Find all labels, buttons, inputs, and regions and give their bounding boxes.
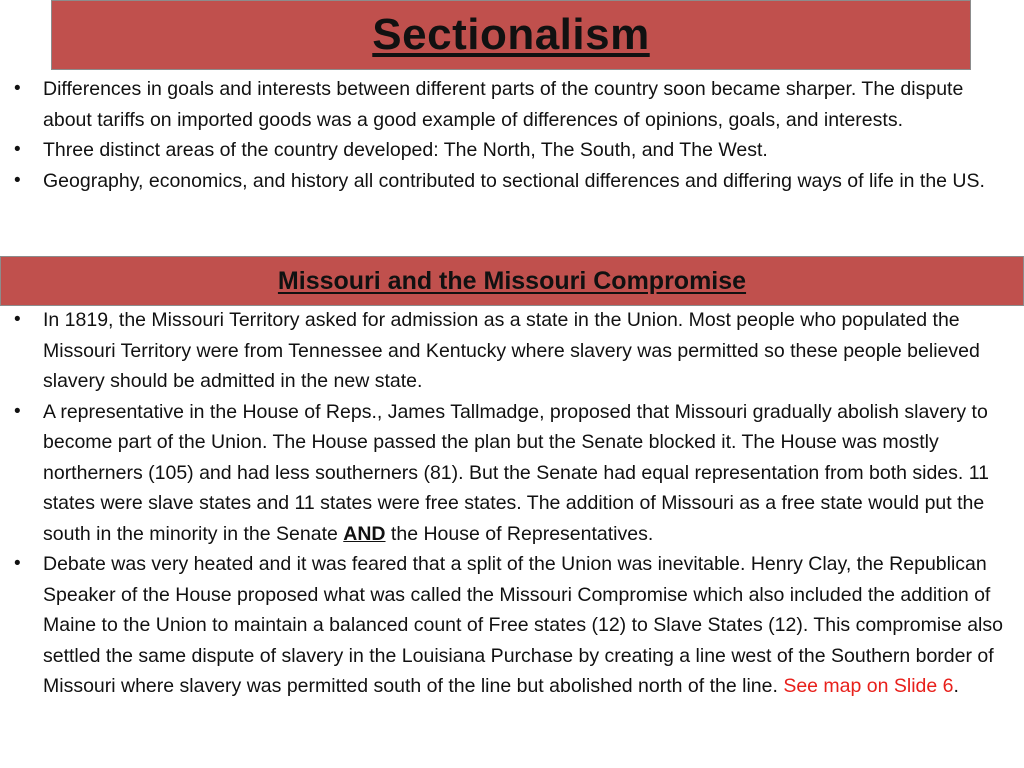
bullet-item	[8, 74, 1016, 135]
bullet-icon: •	[14, 400, 21, 422]
bullet-text: Geography, economics, and history all contributed to sectional differences and differing ways of life in the US.	[43, 169, 985, 192]
missouri-bullet-list	[8, 305, 1016, 702]
bullet-text-end: .	[953, 675, 959, 697]
bullet-text: Differences in goals and interests between different parts of the country soon became sharper. The dispute about tariffs on imported goods was a good example of differences of opinions, goals, and interests.	[43, 78, 964, 131]
subheading: Missouri and the Missouri Compromise	[277, 266, 747, 295]
bullet-text: In 1819, the Missouri Territory asked for admission as a state in the Union. Most people who populated the Missouri Territory were from Tennessee and Kentucky where slavery was permitted so these people believed slavery should be admitted in the new state.	[43, 309, 980, 392]
bullet-icon: •	[14, 169, 21, 191]
bullet-text: Three distinct areas of the country developed: The North, The South, and The West.	[43, 139, 768, 161]
bullet-text: A representative in the House of Reps., James Tallmadge, proposed that Missouri gradually abolish slavery to become part of the Union. The House passed the plan but the Senate blocked it. The House was mostly northerners (105) and had less southerners (81). But the Senate had equal representation from both sides. 11 states were slave states and 11 states were free states. The addition of Missouri as a free state would put the south in the minority in the Senate	[43, 400, 989, 545]
bullet-icon: •	[14, 553, 21, 574]
slide-title: Sectionalism	[372, 10, 650, 59]
bullet-text: Debate was very heated and it was feared that a split of the Union was inevitable. Henry Clay, the Republican Speaker of the House proposed what was called the Missouri Compromise which also included the addition of Maine to the Union to maintain a balanced count of Free states (12) to Slave States (12). This compromise also settled the same dispute of slavery in the Louisiana Purchase by creating a line west of the Southern border of Missouri where slavery was permitted south of the line but abolished north of the line.	[43, 553, 1003, 697]
slide-reference: See map on Slide 6	[783, 675, 954, 697]
subheading-banner	[0, 256, 1024, 306]
title-banner	[51, 0, 971, 70]
bullet-item	[8, 549, 1016, 702]
bullet-item	[8, 397, 1016, 550]
bullet-item	[8, 166, 1016, 197]
bullet-text-end: the House of Representatives.	[385, 522, 654, 545]
sectionalism-bullet-list	[8, 74, 1016, 196]
emphasis-and: AND	[343, 522, 386, 545]
bullet-icon: •	[14, 78, 21, 99]
bullet-item	[8, 135, 1016, 166]
bullet-icon: •	[14, 309, 21, 330]
bullet-item	[8, 305, 1016, 397]
bullet-icon: •	[14, 139, 21, 160]
